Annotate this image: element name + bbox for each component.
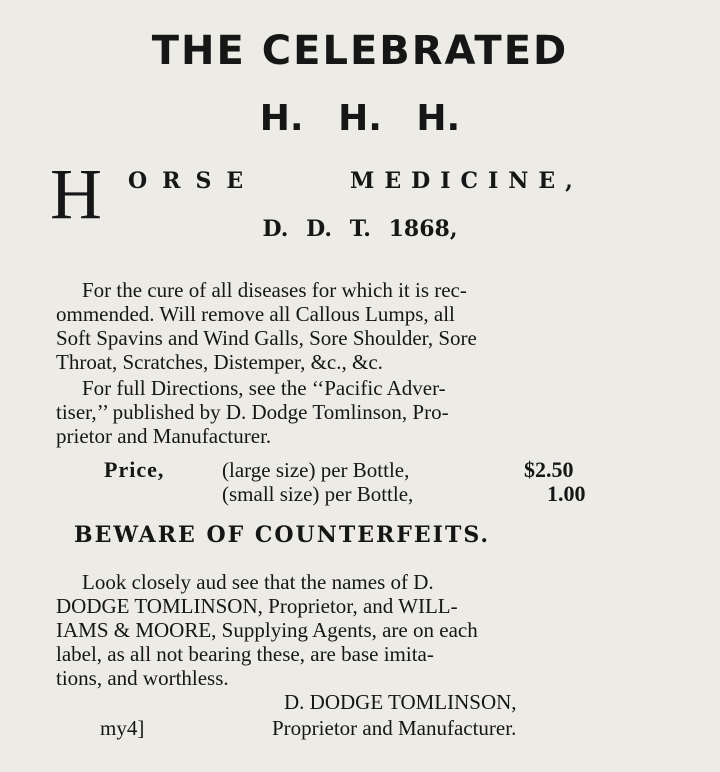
warning-line: tions, and worthless. xyxy=(56,666,229,690)
issue-code: my4] xyxy=(100,716,145,740)
body-line: ommended. Will remove all Callous Lumps, all xyxy=(56,302,455,326)
warning-line: DODGE TOMLINSON, Proprietor, and WILL- xyxy=(56,594,458,618)
body-line: Soft Spavins and Wind Galls, Sore Shoulder, Sore xyxy=(56,326,477,350)
date-line: D. D. T. 1868, xyxy=(262,216,458,242)
signature-title: Proprietor and Manufacturer. xyxy=(272,716,517,740)
signature-name: D. DODGE TOMLINSON, xyxy=(284,690,517,714)
body-line: Throat, Scratches, Distemper, &c., &c. xyxy=(56,350,383,374)
price-large-amount: $2.50 xyxy=(524,457,574,482)
body-line: tiser,’’ published by D. Dodge Tomlinson, Pro- xyxy=(56,400,449,424)
product-name-part1: ORSE xyxy=(128,168,259,194)
price-label: Price, xyxy=(104,457,165,482)
warning-heading: BEWARE OF COUNTERFEITS. xyxy=(74,522,491,548)
body-line: prietor and Manufacturer. xyxy=(56,424,272,448)
drop-cap: H xyxy=(50,154,102,234)
warning-line: IAMS & MOORE, Supplying Agents, are on each xyxy=(56,618,478,642)
body-line: For the cure of all diseases for which it is rec- xyxy=(82,278,467,302)
body-line: For full Directions, see the ‘‘Pacific Adver- xyxy=(82,376,446,400)
warning-line: label, as all not bearing these, are base imita- xyxy=(56,642,434,666)
product-name-part2: MEDICINE, xyxy=(350,168,583,194)
headline-title: THE CELEBRATED xyxy=(151,28,569,74)
price-small-desc: (small size) per Bottle, xyxy=(222,482,414,506)
price-small-amount: 1.00 xyxy=(547,481,586,506)
price-large-desc: (large size) per Bottle, xyxy=(222,458,410,482)
headline-brand: H. H. H. xyxy=(259,98,461,139)
warning-line: Look closely aud see that the names of D. xyxy=(82,570,434,594)
